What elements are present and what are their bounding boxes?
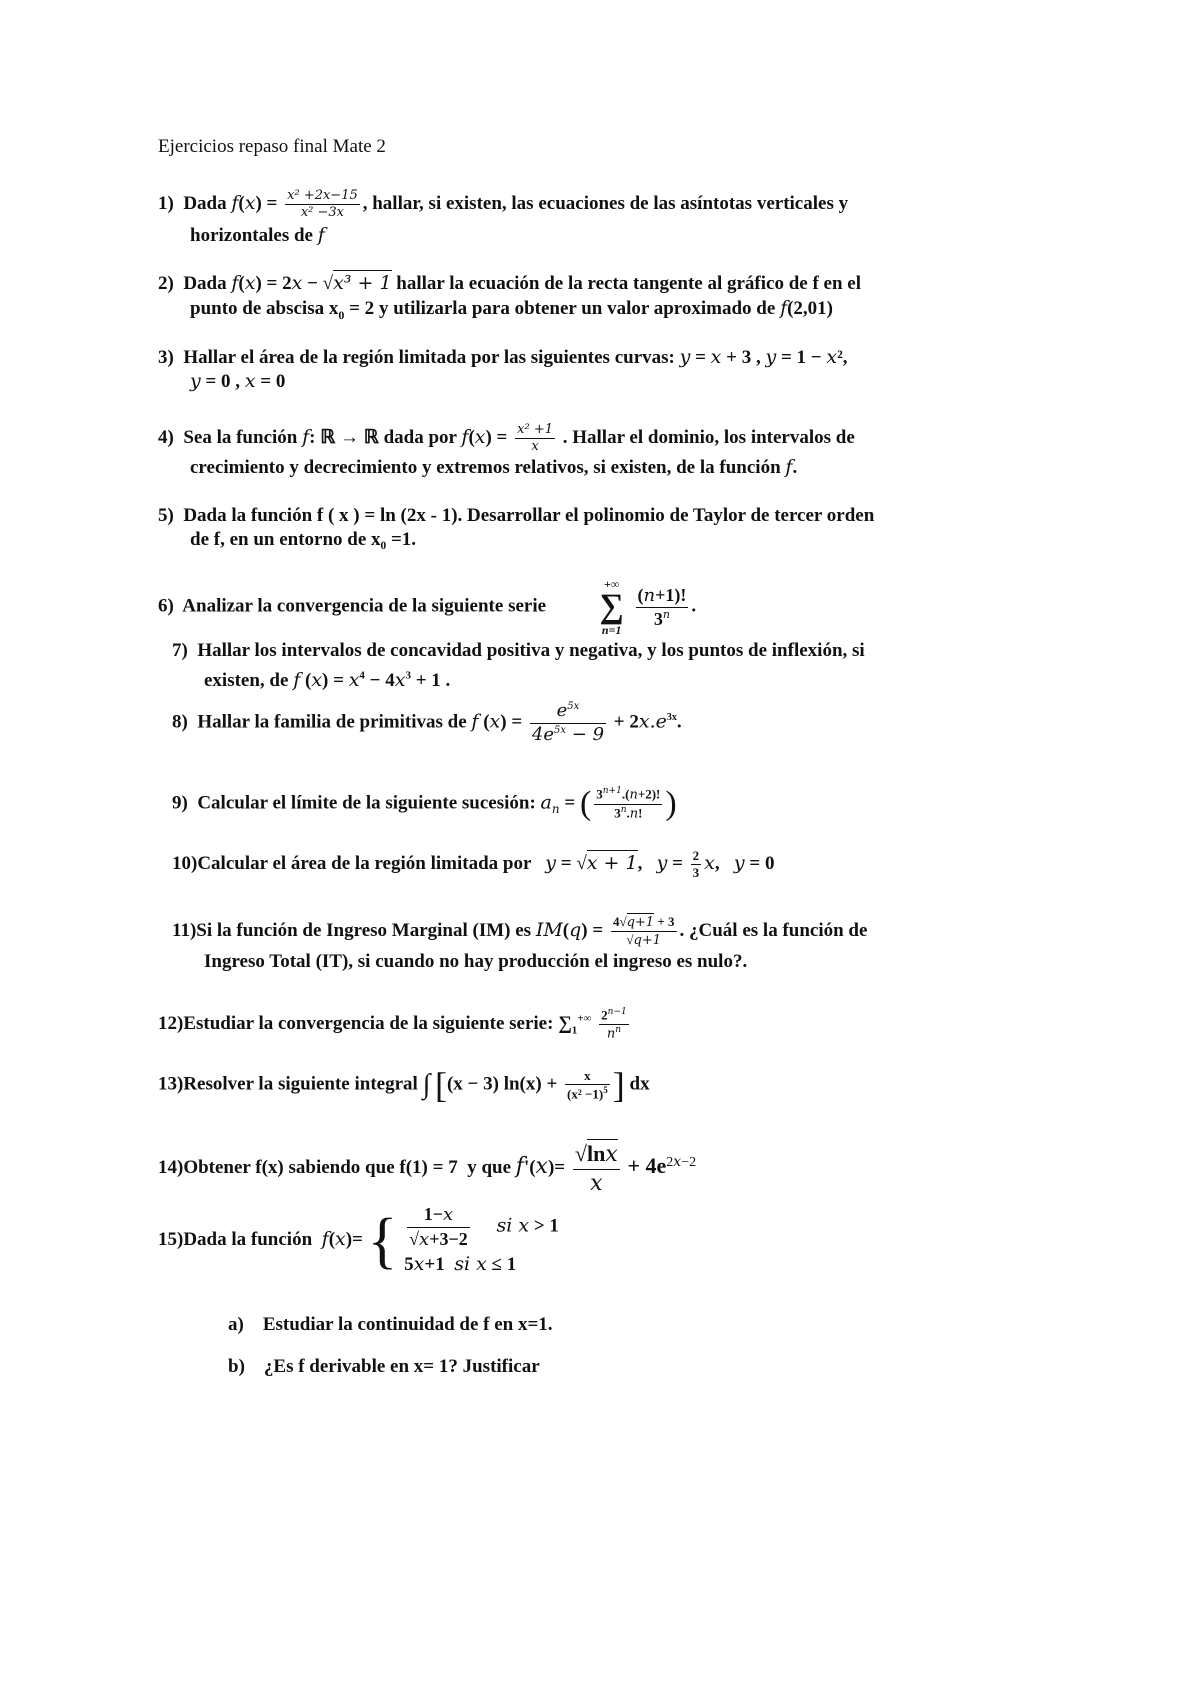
fraction: $\frac{4√q+1 + 3}{√q+1}$	[612, 914, 675, 949]
exercise-5: 5) Dada la función f ( x ) = ln (2x - 1). Desarrollar el polinomio de Taylor de tercer orden	[158, 505, 875, 526]
exercise-number: 2)	[158, 273, 174, 294]
exercise-3: 3) Hallar el área de la región limitada por las siguientes curvas: y = x + 3 , y = 1 − x²,	[158, 346, 848, 368]
exercise-11: 11)Si la función de Ingreso Marginal (IM) es IM(q) = $\frac{4√q+1 + 3}{√q+1}$ . ¿Cuál es la función de	[172, 914, 868, 949]
exercise-number: 7)	[172, 640, 188, 661]
subitem-b: b) ¿Es f derivable en x= 1? Justificar	[228, 1356, 540, 1377]
fraction: $\frac{x}{(x^2 -1)^5}$	[567, 1067, 608, 1102]
fraction: $\frac{e^{5x}}{4e^{5x} - 9}$	[531, 700, 605, 745]
exercise-14: 14)Obtener f(x) sabiendo que f(1) = 7 y que f'(x)= $\frac{√\ln x}{x}$ + $4e^{2x-2}$	[158, 1141, 697, 1196]
subitem-a: a) Estudiar la continuidad de f en x=1.	[228, 1314, 553, 1335]
exercise-number: 6)	[158, 595, 174, 617]
exercise-number: 9)	[172, 792, 188, 814]
summation-symbol: +∞ ∑ n=1	[599, 577, 624, 637]
exercise-9: 9) Calcular el límite de la siguiente sucesión: $a_n$ = ( $\frac{3^{n+1}.(n+2)!}{3^n.n!}$ )	[172, 785, 677, 822]
document-title: Ejercicios repaso final Mate 2	[158, 136, 386, 157]
exercise-number: 12)	[158, 1012, 184, 1034]
exercise-number: 3)	[158, 347, 174, 368]
exercise-number: 13)	[158, 1073, 184, 1095]
exercise-6: 6) Analizar la convergencia de la siguiente serie +∞ ∑ n=1 $\frac{(n+1)!}{3^n}$ .	[158, 577, 697, 637]
exercise-13: 13)Resolver la siguiente integral ∫ [(x − 3) ln(x) + $\frac{x}{(x^2 -1)^5}$ ] dx	[158, 1065, 650, 1105]
subitem-label: b)	[228, 1356, 245, 1377]
exercise-number: 11)	[172, 920, 197, 942]
exercise-8: 8) Hallar la familia de primitivas de f (x) = $\frac{e^{5x}}{4e^{5x} - 9}$ + $2x.e^{3x}$.	[172, 700, 682, 745]
exercise-number: 10)	[172, 853, 198, 875]
fraction: $\frac{2^{n-1}}{n^n}$	[601, 1007, 627, 1041]
fraction: $\frac{√\ln x}{x}$	[574, 1141, 618, 1196]
exercise-number: 15)	[158, 1229, 184, 1251]
document-page: Ejercicios repaso final Mate 2 1) Dada f(x) = $\frac{\text{x² +2x−15}}{\text{x² −3x}}$ , hallar, si existen, las ecuaciones de las asíntotas verticales y horizontales de f 2) Dada f(x) = 2x − √x³ + 1 hallar la ecuación de la recta tangente al gráfico de f en el punto de abscisa $x_0 = 2$ y utilizarla para obtener un valor aproximado de f(2,01) 3) Hallar el área de la región limitada por las siguientes curvas: y = x + 3 , y = 1 − x², y = 0 , x = 0 4) Sea la función f: ℝ → ℝ dada por f(x) = $\frac{\text{x² +1}}{x}$ . Hallar el dominio, los intervalos de crecimiento y decrecimiento y extremos relativos, si existen, de la función f. 5) Dada la función f ( x ) = ln (2x - 1). Desarrollar el polinomio de Taylor de tercer orden de f, en un entorno de x₀ =1. 6) Analizar la convergencia de la siguiente serie +∞ ∑ n=1 $\frac{(n+1)!}{3^n}$ . 7) Hallar los intervalos de concavidad positiva y negativa, y los puntos de inflexión, si existen, de f $(x) = x^4 - 4x^3 + 1$ . 8) Hallar la familia de primitivas de f (x) = $\frac{e^{5x}}{4e^{5x} - 9}$ + $2x.e^{3x}$. 9) Calcular el límite de la siguiente sucesión: $a_n$ = ( $\frac{3^{n+1}.(n+2)!}{3^n.n!}$ ) 10)Calcular el área de la región limitada por y = √x + 1, y = $\frac{2}{3}$ x, y = 0 11)Si la función de Ingreso Marginal (IM) es IM(q) = $\frac{4√q+1 + 3}{√q+1}$ . ¿Cuál es la función de Ingreso Total (IT), si cuando no hay producción el ingreso es nulo?. 12)Estudiar la convergencia de la siguiente serie: $\sum_1^{+\infty}$ $\frac{2^{n-1}}{n^n}$ 13)Resolver la siguiente integral ∫ [(x − 3) ln(x) + $\frac{x}{(x^2 -1)^5}$ ] dx 14)Obtener f(x) sabiendo que f(1) = 7 y que f'(x)= $\frac{√\ln x}{x}$ + $4e^{2x-2}$ 15)Dada la función f(x)= { $\frac{1-x}{√x+3-2}$ si x > 1 5x+1 si x ≤ 1 a) Estudiar la continuidad de f en x=1. b) ¿Es f derivable en x= 1? Justificar	[158, 136, 875, 1377]
exercise-number: 5)	[158, 505, 174, 526]
exercise-7: 7) Hallar los intervalos de concavidad positiva y negativa, y los puntos de inflexión, si	[172, 640, 865, 661]
fraction: $\frac{1-x}{√x+3-2}$	[409, 1204, 468, 1250]
fraction: $\frac{(n+1)!}{3^n}$	[637, 584, 687, 629]
piecewise-brace: {	[367, 1206, 398, 1275]
fraction: $\frac{\text{x² +2x−15}}{\text{x² −3x}}$	[287, 188, 358, 221]
exercise-10: 10)Calcular el área de la región limitada por y = √x + 1, y = $\frac{2}{3}$ x, y = 0	[172, 848, 775, 881]
exercise-12: 12)Estudiar la convergencia de la siguiente serie: $\sum_1^{+\infty}$ $\frac{2^{n-1}}{n^n}$	[158, 1007, 627, 1041]
exercise-number: 14)	[158, 1156, 184, 1178]
exercise-number: 1)	[158, 193, 174, 215]
exercise-2: 2) Dada f(x) = 2x − √x³ + 1 hallar la ecuación de la recta tangente al gráfico de f en el	[158, 272, 861, 294]
piecewise-cases: $\frac{1-x}{√x+3-2}$ si x > 1 5x+1 si x ≤ 1	[404, 1204, 559, 1275]
fraction: $\frac{3^{n+1}.(n+2)!}{3^n.n!}$	[596, 785, 661, 821]
exercise-15: 15)Dada la función f(x)= { $\frac{1-x}{√x+3-2}$ si x > 1 5x+1 si x ≤ 1	[158, 1203, 559, 1279]
fraction: $\frac{\text{x² +1}}{x}$	[517, 422, 553, 455]
exercise-number: 4)	[158, 427, 174, 449]
subitem-label: a)	[228, 1314, 244, 1335]
fraction: $\frac{2}{3}$	[692, 848, 700, 881]
exercise-4: 4) Sea la función f: ℝ → ℝ dada por f(x) = $\frac{\text{x² +1}}{x}$ . Hallar el dominio, los intervalos de	[158, 422, 855, 455]
exercise-number: 8)	[172, 711, 188, 733]
exercise-1: 1) Dada f(x) = $\frac{\text{x² +2x−15}}{\text{x² −3x}}$ , hallar, si existen, las ecuaciones de las asíntotas verticales y	[158, 188, 849, 221]
